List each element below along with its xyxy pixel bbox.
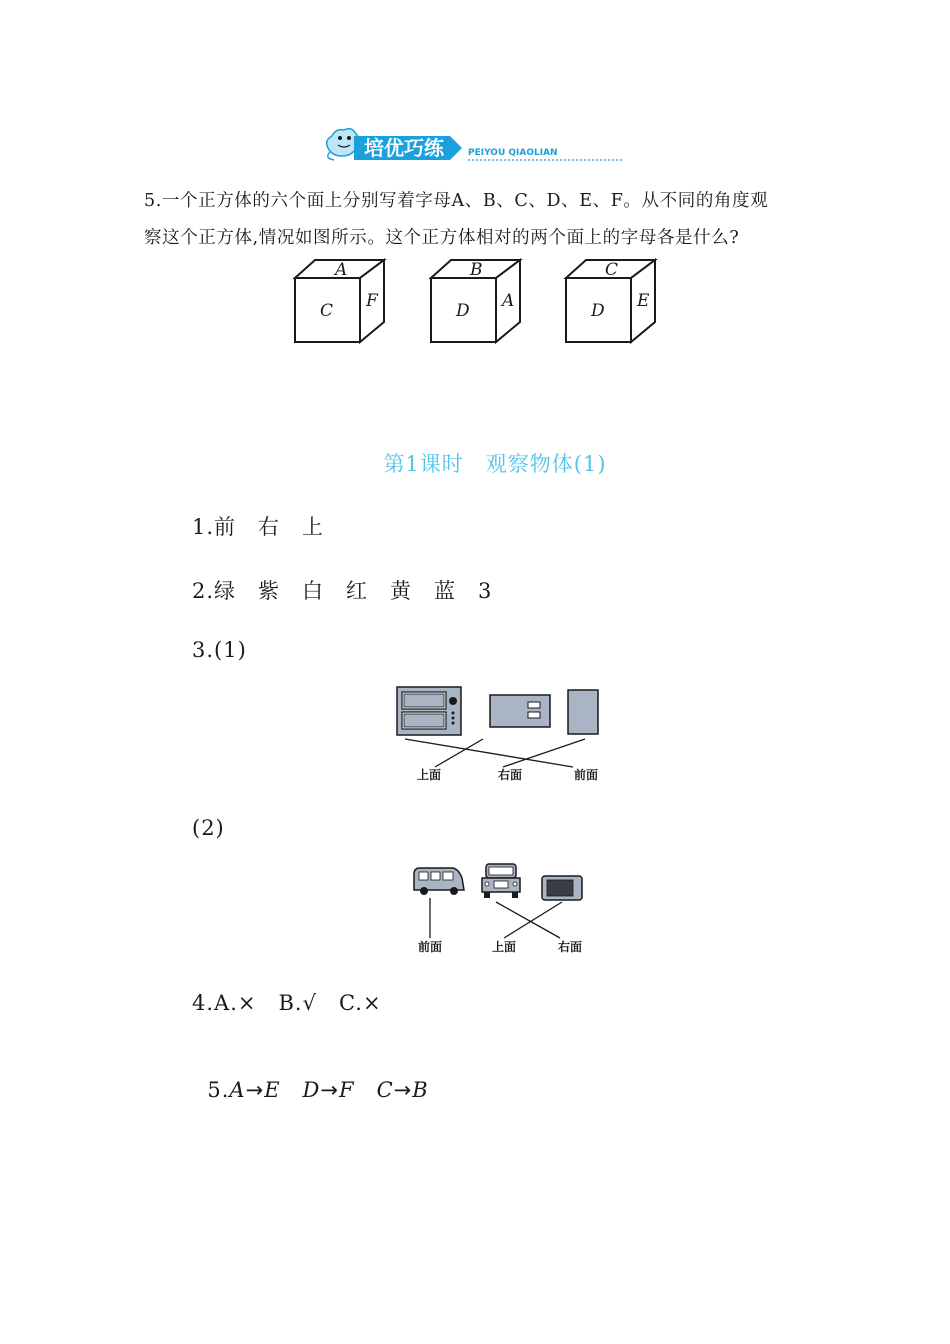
fig2-label-top: 上面: [492, 940, 517, 954]
answer-1: 1.前 右 上: [192, 515, 325, 539]
microwave-top-view: [490, 695, 550, 727]
arrow-icon: →: [393, 1078, 413, 1102]
answer-3-2-label: (2): [192, 816, 225, 840]
cube-1-top-letter: A: [335, 260, 348, 280]
cube-figure-1: [292, 256, 392, 348]
matching-figure-2: [410, 860, 600, 958]
pair-1-to: E: [264, 1078, 281, 1102]
banner-subtitle: PEIYOU QIAOLIAN: [468, 148, 558, 158]
match-line: [405, 739, 573, 767]
matching-figure-1: [395, 684, 615, 784]
match-line: [496, 902, 560, 938]
fig2-label-right: 右面: [558, 940, 583, 954]
microwave-side-view: [568, 690, 598, 734]
arrow-icon: →: [245, 1078, 265, 1102]
banner-title: 培优巧练: [364, 136, 444, 160]
van-top-view: [542, 876, 582, 900]
pair-3-from: C: [376, 1078, 394, 1102]
fig1-label-top: 上面: [417, 768, 442, 782]
van-front-view: [482, 864, 520, 898]
pair-2-to: F: [338, 1078, 355, 1102]
cube-figure-2: [428, 256, 528, 348]
fig2-label-front: 前面: [418, 940, 443, 954]
problem-line-1: 5.一个正方体的六个面上分别写着字母A、B、C、D、E、F。从不同的角度观: [144, 191, 769, 211]
banner: [322, 118, 632, 168]
match-line: [504, 902, 562, 938]
microwave-front-view: [397, 687, 461, 735]
answer-5-number: 5.: [207, 1078, 230, 1102]
cube-figure-3: [563, 256, 663, 348]
cube-3-front-letter: D: [591, 301, 605, 321]
answer-2: 2.绿 紫 白 红 黄 蓝 3: [192, 579, 493, 603]
cube-3-top-letter: C: [605, 260, 619, 280]
cube-2-side-letter: A: [502, 291, 515, 311]
answer-3-1-label: 3.(1): [192, 638, 247, 662]
pair-1-from: A: [229, 1078, 246, 1102]
pair-3-to: B: [412, 1078, 429, 1102]
cube-1-side-letter: F: [366, 291, 378, 311]
fig1-label-front: 前面: [574, 768, 599, 782]
answer-5: [192, 1050, 429, 1104]
section-title: 第1课时 观察物体(1): [383, 452, 607, 476]
cube-2-front-letter: D: [456, 301, 470, 321]
arrow-icon: →: [320, 1078, 339, 1102]
cube-2-top-letter: B: [470, 260, 483, 280]
cube-3-side-letter: E: [637, 291, 650, 311]
answer-4: 4.A.× B.√ C.×: [192, 991, 382, 1015]
fig1-label-right: 右面: [498, 768, 523, 782]
problem-line-2: 察这个正方体,情况如图所示。这个正方体相对的两个面上的字母各是什么?: [144, 228, 740, 248]
match-line: [435, 739, 483, 767]
van-side-view: [414, 868, 464, 895]
pair-2-from: D: [302, 1078, 321, 1102]
cube-1-front-letter: C: [320, 301, 334, 321]
